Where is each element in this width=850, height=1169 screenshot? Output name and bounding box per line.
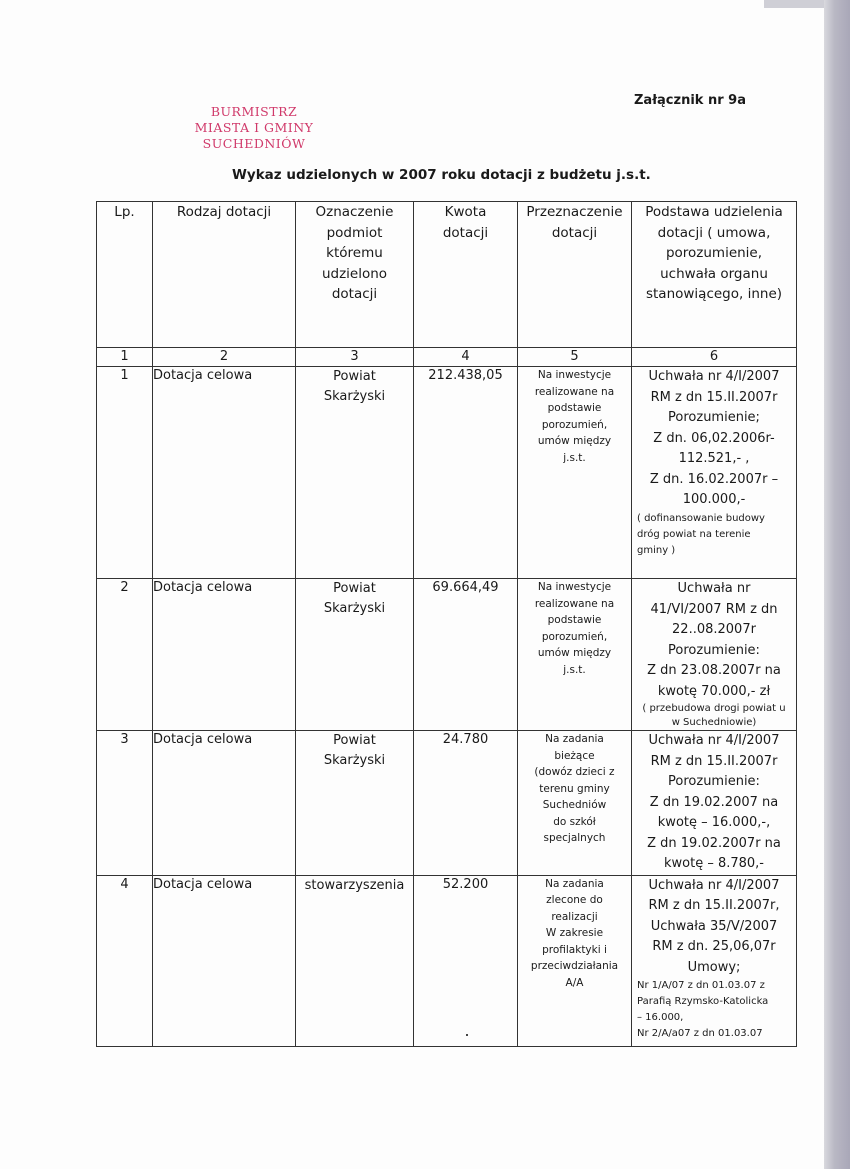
basis-note-line: Nr 1/A/07 z dn 01.03.07 z: [637, 980, 765, 991]
basis-line: RM z dn 15.II.2007r: [650, 389, 778, 405]
cell-kind: Dotacja celowa: [153, 367, 296, 579]
header-line: udzielono: [321, 265, 388, 282]
basis-line: Uchwała nr 4/I/2007: [648, 733, 780, 748]
scan-speck: [466, 1034, 468, 1036]
cell-basis: [632, 731, 797, 876]
cell-purpose: [518, 367, 632, 579]
purpose-line: A/A: [565, 976, 584, 989]
header-line: porozumienie,: [665, 245, 763, 261]
header-line: Lp.: [114, 204, 135, 220]
basis-line: 41/VI/2007 RM z dn: [650, 601, 778, 617]
basis-note-line: ( przebudowa drogi powiat u: [642, 703, 786, 714]
header-line: dotacji: [551, 224, 598, 241]
entity-line: stowarzyszenia: [304, 877, 405, 893]
header-amount: [414, 202, 518, 348]
basis-line: Uchwała nr 4/I/2007: [648, 877, 780, 893]
annex-label: Załącznik nr 9a: [634, 93, 746, 108]
basis-line: Z dn 19.02.2007 na: [649, 794, 779, 810]
header-line: Kwota: [444, 204, 487, 220]
header-line: podmiot: [326, 224, 383, 241]
basis-line: Z dn. 06,02.2006r-: [653, 430, 775, 446]
header-row: [97, 202, 797, 348]
purpose-line: specjalnych: [543, 832, 606, 844]
cell-lp: 1: [97, 367, 153, 579]
purpose-line: porozumień,: [541, 630, 608, 643]
column-number: 6: [632, 348, 797, 367]
basis-note-line: Nr 2/A/a07 z dn 01.03.07: [637, 1028, 763, 1039]
mayor-stamp: [174, 104, 334, 152]
cell-purpose: [518, 875, 632, 1046]
table-row: [97, 579, 797, 731]
cell-amount: 69.664,49: [414, 579, 518, 731]
cell-purpose: [518, 731, 632, 876]
header-line: dotacji ( umowa,: [657, 224, 771, 241]
basis-note-line: w Suchedniowie): [671, 717, 757, 728]
basis-line: Uchwała 35/V/2007: [650, 918, 778, 934]
subsidy-table: [96, 201, 797, 1047]
basis-line: 100.000,-: [682, 492, 746, 507]
entity-line: Skarżyski: [323, 389, 386, 404]
table-row: [97, 875, 797, 1046]
entity-line: Powiat: [333, 369, 376, 384]
stamp-line: SUCHEDNIÓW: [202, 136, 306, 151]
cell-kind: Dotacja celowa: [153, 731, 296, 876]
header-basis: [632, 202, 797, 348]
purpose-line: zlecone do: [546, 894, 603, 906]
header-line: stanowiącego, inne): [645, 286, 783, 302]
cell-entity: [296, 731, 414, 876]
cell-basis: [632, 875, 797, 1046]
basis-line: kwotę – 16.000,-,: [657, 815, 771, 830]
purpose-line: realizowane na: [534, 385, 615, 398]
cell-entity: [296, 367, 414, 579]
cell-amount: 52.200: [414, 875, 518, 1046]
header-purpose: [518, 202, 632, 348]
header-line: Oznaczenie: [315, 204, 394, 220]
stamp-line: MIASTA I GMINY: [194, 120, 314, 135]
basis-line: Uchwała nr 4/I/2007: [648, 369, 780, 384]
cell-lp: 4: [97, 875, 153, 1046]
column-number: 4: [414, 348, 518, 367]
basis-line: kwotę – 8.780,-: [663, 856, 764, 871]
header-lp: [97, 202, 153, 348]
header-line: któremu: [326, 245, 383, 261]
column-number-row: [97, 348, 797, 367]
cell-lp: 3: [97, 731, 153, 876]
basis-note-line: Parafią Rzymsko-Katolicka: [637, 996, 769, 1007]
basis-note-line: – 16.000,: [637, 1012, 684, 1023]
header-kind: [153, 202, 296, 348]
basis-line: RM z dn 15.II.2007r: [650, 753, 778, 769]
basis-line: 112.521,- ,: [678, 451, 750, 466]
header-line: Rodzaj dotacji: [176, 204, 272, 220]
header-line: dotacji: [442, 224, 489, 241]
purpose-line: podstawie: [547, 402, 602, 414]
purpose-line: przeciwdziałania: [530, 960, 619, 972]
header-line: Podstawa udzielenia: [645, 204, 783, 220]
basis-line: Z dn. 16.02.2007r –: [649, 471, 779, 487]
basis-line: RM z dn. 25,06,07r: [652, 939, 776, 954]
cell-lp: 2: [97, 579, 153, 731]
cell-amount: 24.780: [414, 731, 518, 876]
scan-edge-top: [764, 0, 824, 8]
header-line: uchwała organu: [660, 265, 768, 282]
cell-kind: Dotacja celowa: [153, 579, 296, 731]
basis-line: Z dn 23.08.2007r na: [647, 663, 781, 678]
basis-line: 22..08.2007r: [672, 622, 756, 637]
column-number: 3: [296, 348, 414, 367]
purpose-line: W zakresie: [545, 927, 604, 939]
column-number: 1: [97, 348, 153, 367]
purpose-line: umów między: [537, 435, 612, 447]
purpose-line: realizacji: [551, 910, 598, 923]
stamp-line: BURMISTRZ: [210, 104, 298, 119]
entity-line: Skarżyski: [323, 753, 386, 768]
cell-amount: 212.438,05: [414, 367, 518, 579]
purpose-line: j.s.t.: [563, 663, 586, 676]
purpose-line: terenu gminy: [539, 782, 610, 795]
entity-line: Skarżyski: [323, 601, 386, 616]
cell-kind: Dotacja celowa: [153, 875, 296, 1046]
entity-line: Powiat: [333, 733, 376, 748]
purpose-line: profilaktyki i: [542, 943, 607, 956]
purpose-line: realizowane na: [534, 597, 615, 610]
basis-note-line: gminy ): [637, 544, 676, 556]
basis-line: Uchwała nr: [677, 581, 751, 596]
basis-note-line: dróg powiat na terenie: [637, 528, 751, 540]
entity-line: Powiat: [333, 581, 376, 596]
basis-line: kwotę 70.000,- zł: [657, 683, 771, 699]
purpose-line: porozumień,: [541, 418, 608, 431]
basis-line: Porozumienie:: [668, 642, 760, 658]
cell-purpose: [518, 579, 632, 731]
purpose-line: j.s.t.: [563, 451, 586, 464]
purpose-line: Na inwestycje: [537, 369, 612, 381]
document-title: Wykaz udzielonych w 2007 roku dotacji z budżetu j.s.t.: [232, 167, 651, 183]
header-line: Przeznaczenie: [526, 204, 623, 220]
purpose-line: Suchedniów: [542, 799, 607, 811]
purpose-line: podstawie: [547, 614, 602, 626]
column-number: 5: [518, 348, 632, 367]
basis-note-line: ( dofinansowanie budowy: [637, 512, 765, 524]
header-entity: [296, 202, 414, 348]
column-number: 2: [153, 348, 296, 367]
basis-line: Z dn 19.02.2007r na: [647, 835, 781, 851]
basis-line: RM z dn 15.II.2007r,: [648, 898, 780, 913]
basis-line: Porozumienie;: [668, 410, 760, 425]
cell-basis: [632, 367, 797, 579]
purpose-line: Na zadania: [545, 733, 604, 745]
purpose-line: bieżące: [554, 749, 595, 762]
purpose-line: do szkół: [553, 815, 596, 828]
purpose-line: Na inwestycje: [537, 581, 612, 593]
basis-line: Umowy;: [687, 959, 741, 975]
header-line: dotacji: [331, 286, 378, 302]
table-row: [97, 731, 797, 876]
cell-entity: [296, 875, 414, 1046]
purpose-line: umów między: [537, 647, 612, 659]
scan-edge: [824, 0, 850, 1169]
table-row: [97, 367, 797, 579]
basis-line: Porozumienie:: [668, 774, 760, 789]
cell-entity: [296, 579, 414, 731]
cell-basis: [632, 579, 797, 731]
purpose-line: Na zadania: [545, 877, 604, 890]
purpose-line: (dowóz dzieci z: [534, 766, 615, 778]
